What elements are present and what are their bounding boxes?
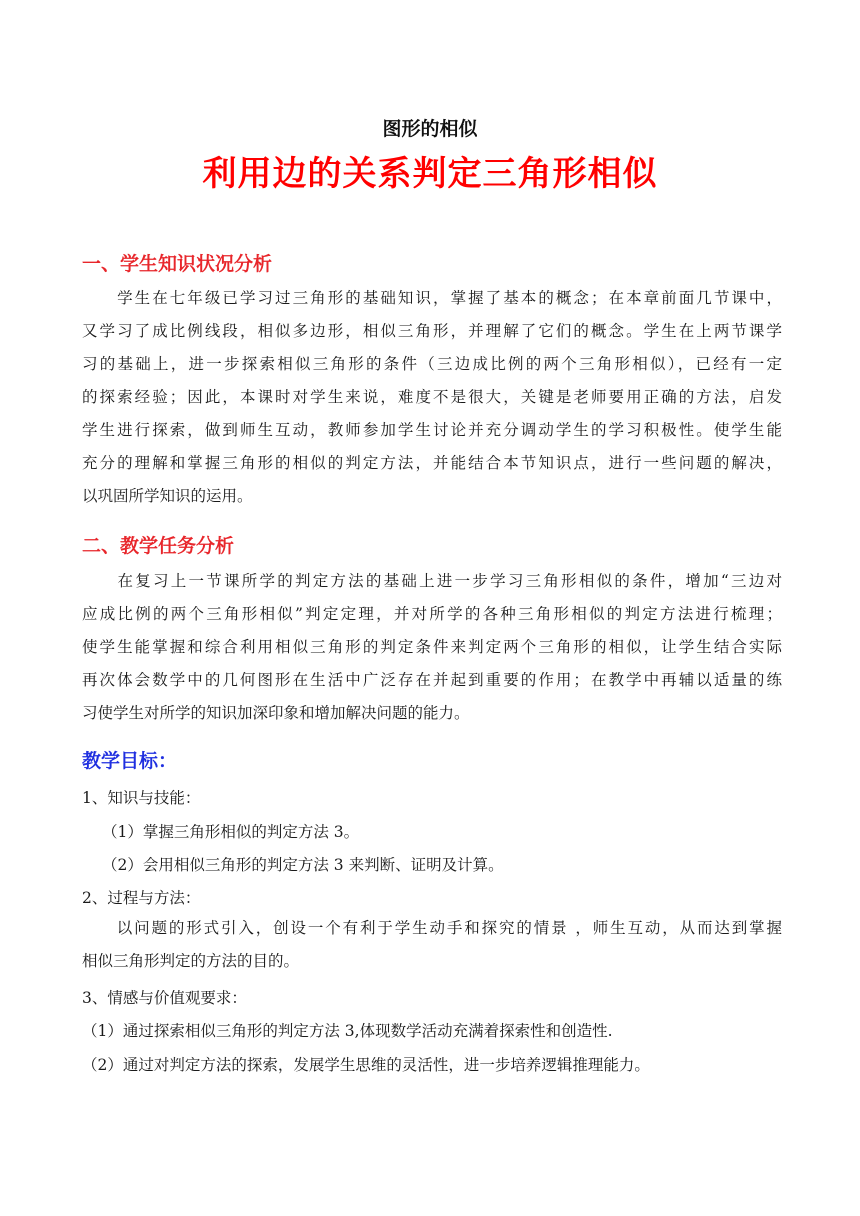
goal-2-title: 2、过程与方法： [82,889,201,907]
section1-paragraph [82,282,782,513]
paragraph-line: 习的基础上，进一步探索相似三角形的条件（三边成比例的两个三角形相似），已经有一定 [82,355,782,373]
paragraph-line: 学生进行探索，做到师生互动，教师参加学生讨论并充分调动学生的学习积极性。使学生能 [82,421,782,439]
goal-1-item-2: （2）会用相似三角形的判定方法 3 来判断、证明及计算。 [102,856,504,874]
section1-heading: 一、学生知识状况分析 [82,253,273,275]
document-subject-title: 图形的相似 [382,118,478,140]
goal-1-item-1: （1）掌握三角形相似的判定方法 3。 [102,823,360,841]
goals-heading: 教学目标： [82,750,178,772]
goal-3-item-2: （2）通过对判定方法的探索，发展学生思维的灵活性，进一步培养逻辑推理能力。 [82,1056,650,1074]
paragraph-line: 以巩固所学知识的运用。 [82,487,253,505]
paragraph-line: 再次体会数学中的几何图形在生活中广泛存在并起到重要的作用；在教学中再辅以适量的练 [82,671,782,689]
section2-heading: 二、教学任务分析 [82,535,235,557]
paragraph-line: 在复习上一节课所学的判定方法的基础上进一步学习三角形相似的条件，增加“三边对 [82,572,782,590]
paragraph-line: 的探索经验；因此，本课时对学生来说，难度不是很大，关键是老师要用正确的方法，启发 [82,388,782,406]
paragraph-line: 学生在七年级已学习过三角形的基础知识，掌握了基本的概念；在本章前面几节课中， [82,289,782,307]
paragraph-line: 以问题的形式引入，创设一个有利于学生动手和探究的情景 ，师生互动，从而达到掌握 [82,919,782,937]
paragraph-line: 应成比例的两个三角形相似”判定定理，并对所学的各种三角形相似的判定方法进行梳理； [82,605,782,623]
paragraph-line: 使学生能掌握和综合利用相似三角形的判定条件来判定两个三角形的相似，让学生结合实际 [82,638,782,656]
paragraph-line: 习使学生对所学的知识加深印象和增加解决问题的能力。 [82,704,470,722]
paragraph-line: 充分的理解和掌握三角形的相似的判定方法，并能结合本节知识点，进行一些问题的解决， [82,454,782,472]
goal-3-item-1: （1）通过探索相似三角形的判定方法 3,体现数学活动充满着探索性和创造性. [82,1022,613,1040]
goal-2-paragraph [82,912,782,978]
section2-paragraph [82,565,782,730]
paragraph-line: 又学习了成比例线段，相似多边形，相似三角形，并理解了它们的概念。学生在上两节课学 [82,322,782,340]
goal-1-title: 1、知识与技能： [82,789,201,807]
document-main-title: 利用边的关系判定三角形相似 [202,154,658,194]
paragraph-line: 相似三角形判定的方法的目的。 [82,952,300,970]
goal-3-title: 3、情感与价值观要求： [82,989,247,1007]
